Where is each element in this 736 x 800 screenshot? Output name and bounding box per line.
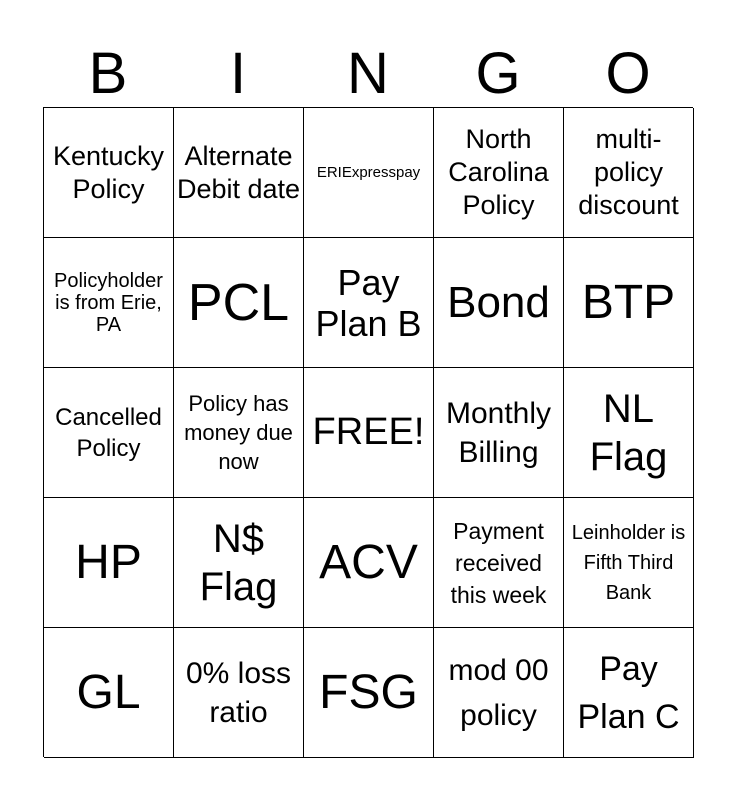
cell-text: Leinholder is Fifth Third Bank (571, 521, 686, 604)
bingo-cell (174, 498, 304, 628)
cell-text: Alternate Debit date (176, 140, 301, 204)
cell-text: North Carolina Policy (448, 124, 549, 220)
cell-text: HP (75, 535, 142, 589)
cell-text: multi-policy discount (578, 124, 679, 220)
bingo-cell (564, 498, 694, 628)
bingo-cell (44, 238, 174, 368)
bingo-cell (174, 108, 304, 238)
header-letter-g: G (475, 41, 521, 106)
bingo-card-grid (43, 107, 693, 757)
cell-text: ACV (319, 535, 418, 589)
bingo-cell (304, 108, 434, 238)
bingo-cell (434, 238, 564, 368)
bingo-cell (564, 628, 694, 758)
bingo-header (43, 40, 693, 108)
cell-text: 0% loss ratio (185, 656, 292, 729)
cell-text: Bond (447, 277, 550, 327)
cell-text: PCL (187, 273, 290, 332)
header-letter-b: B (88, 41, 128, 106)
bingo-cell (434, 368, 564, 498)
bingo-cell (304, 498, 434, 628)
bingo-cell (174, 238, 304, 368)
cell-text: Policyholder is from Erie, PA (54, 269, 163, 336)
cell-text: NL Flag (589, 386, 668, 479)
bingo-cell (174, 368, 304, 498)
bingo-cell (44, 498, 174, 628)
cell-text: Pay Plan C (577, 649, 680, 736)
bingo-cell (174, 628, 304, 758)
bingo-cell (564, 108, 694, 238)
cell-text: Kentucky Policy (52, 140, 165, 204)
cell-text: ERIExpresspay (316, 164, 421, 181)
header-letter-o: O (605, 41, 651, 106)
bingo-cell (44, 108, 174, 238)
bingo-cell (564, 368, 694, 498)
header-letter-i: I (229, 41, 247, 106)
cell-text: FREE! (312, 411, 425, 453)
free-space (304, 368, 434, 498)
bingo-cell (434, 108, 564, 238)
cell-text: Policy has money due now (184, 391, 293, 474)
cell-text: Cancelled Policy (55, 403, 162, 462)
bingo-cell (44, 628, 174, 758)
bingo-cell (304, 238, 434, 368)
bingo-cell (564, 238, 694, 368)
bingo-cell (44, 368, 174, 498)
cell-text: mod 00 policy (448, 653, 549, 732)
cell-text: GL (76, 665, 141, 719)
cell-text: N$ Flag (199, 516, 278, 609)
cell-text: Pay Plan B (315, 261, 422, 344)
cell-text: FSG (319, 665, 418, 719)
header-letter-n: N (347, 41, 389, 106)
cell-text: Monthly Billing (445, 396, 552, 469)
cell-text: BTP (581, 275, 676, 329)
bingo-cell (434, 628, 564, 758)
bingo-cell (304, 628, 434, 758)
cell-text: Payment received this week (450, 517, 547, 608)
bingo-cell (434, 498, 564, 628)
